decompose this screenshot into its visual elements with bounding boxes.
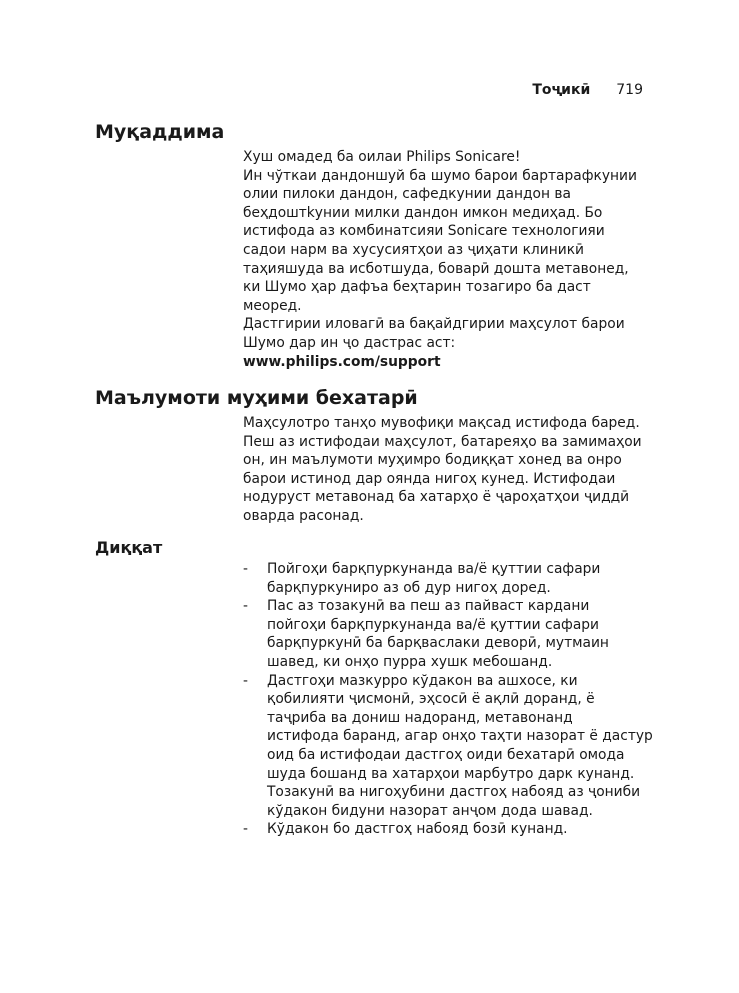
page-language: Тоҷикӣ: [532, 82, 591, 98]
caution-line: пойгоҳи барқпуркунанда ва/ё қуттии сафари: [267, 616, 600, 633]
safety-heading: Маълумоти муҳими бехатарӣ: [95, 387, 418, 409]
intro-line: садои нарм ва хусусиятҳои аз ҷиҳати клиникӣ: [243, 241, 585, 258]
safety-line: оварда расонад.: [243, 507, 364, 524]
support-link[interactable]: www.philips.com/support: [243, 353, 441, 370]
safety-line: Пеш аз истифодаи маҳсулот, батареяҳо ва замимаҳои: [243, 433, 642, 450]
caution-line: барқпуркунӣ ба барқваслаки деворӣ, мутмаин: [267, 635, 609, 652]
intro-line: беҳдоштkунии милки дандон имкон медиҳад. Бо: [243, 204, 603, 221]
intro-line: Хуш омадед ба оилаи Philips Sonicare!: [243, 149, 521, 165]
caution-item: [243, 672, 653, 821]
caution-line: кўдакон бидуни назорат анҷом дода шавад.: [267, 802, 593, 819]
intro-body: [243, 148, 653, 371]
caution-item: [243, 597, 653, 671]
caution-item: [243, 560, 653, 597]
bullet-dash: -: [243, 561, 248, 577]
intro-line: ки Шумо ҳар дафъа беҳтарин тозагиро ба даст: [243, 279, 591, 296]
safety-line: Маҳсулотро танҳо мувофиқи мақсад истифода баред.: [243, 415, 640, 431]
safety-line: барои истинод дар оянда нигоҳ кунед. Истифодаи: [243, 470, 616, 487]
caution-item: [243, 820, 653, 839]
safety-line: он, ин маълумоти муҳимро бодиққат хонед ва онро: [243, 452, 622, 469]
bullet-dash: -: [243, 672, 248, 689]
bullet-dash: -: [243, 598, 248, 615]
caution-line: шуда бошанд ва хатарҳои марбутро дарк кунанд.: [267, 765, 635, 782]
caution-line: Пас аз тозакунӣ ва пеш аз пайваст кардани: [267, 598, 590, 615]
intro-line: Дастгирии иловагӣ ва бақайдгирии маҳсулот барои: [243, 316, 625, 333]
caution-line: Кўдакон бо дастгоҳ набояд бозӣ кунанд.: [267, 821, 568, 838]
intro-line: меоред.: [243, 297, 302, 314]
intro-line: таҳияшуда ва исботшуда, боварӣ дошта метавонед,: [243, 260, 629, 277]
caution-list: [243, 560, 653, 839]
safety-line: нодуруст метавонад ба хатарҳо ё ҷароҳатҳои ҷиддӣ: [243, 489, 630, 506]
page-number: 719: [616, 82, 643, 98]
caution-line: шавед, ки онҳо пурра хушк мебошанд.: [267, 653, 553, 670]
caution-line: Дастгоҳи мазкурро кўдакон ва ашхосе, ки: [267, 672, 578, 689]
safety-body: [243, 414, 653, 526]
caution-line: истифода баранд, агар онҳо таҳти назорат ё дастур: [267, 728, 653, 745]
caution-line: оид ба истифодаи дастгоҳ оиди бехатарӣ омода: [267, 746, 625, 763]
intro-line: Шумо дар ин ҷо дастрас аст:: [243, 334, 456, 351]
bullet-dash: -: [243, 821, 248, 838]
intro-line: Ин чўткаи дандоншуй ба шумо барои бартарафкунии: [243, 167, 637, 184]
caution-heading: Диққат: [95, 538, 163, 557]
caution-line: таҷриба ва дониш надоранд, метавонанд: [267, 709, 573, 726]
caution-line: барқпуркуниро аз об дур нигоҳ доред.: [267, 579, 551, 596]
intro-line: олии пилоки дандон, сафедкунии дандон ва: [243, 186, 571, 203]
caution-line: Пойгоҳи барқпуркунанда ва/ё қуттии сафари: [267, 561, 601, 577]
intro-line: истифода аз комбинатсияи Sonicare технологияи: [243, 223, 605, 240]
caution-line: қобилияти ҷисмонӣ, эҳсосӣ ё ақлӣ доранд, ё: [267, 691, 595, 708]
caution-line: Тозакунӣ ва нигоҳубини дастгоҳ набояд аз ҷониби: [267, 784, 641, 801]
page-header: [532, 82, 643, 98]
intro-heading: Муқаддима: [95, 121, 225, 143]
